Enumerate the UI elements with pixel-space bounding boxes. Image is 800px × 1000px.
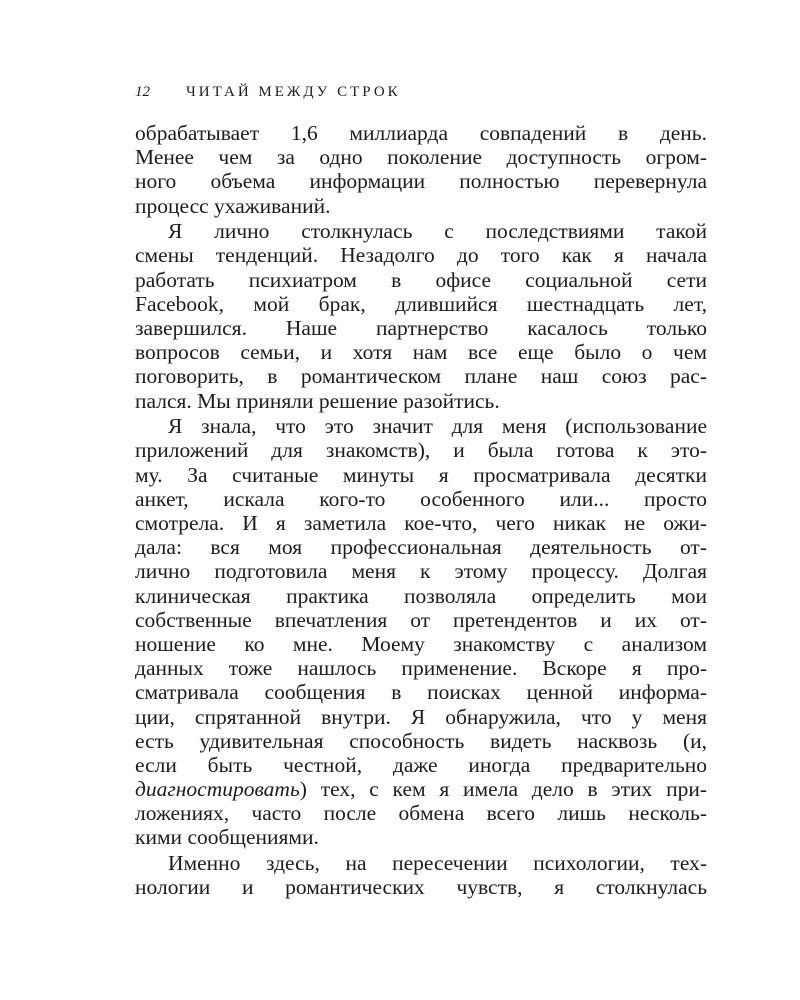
text-line: кими сообщениями. bbox=[135, 825, 319, 850]
text-line: обрабатывает 1,6 миллиарда совпадений в день. bbox=[135, 121, 707, 145]
text-line: ного объема информации полностью перевернула bbox=[135, 169, 707, 194]
text-line: лично подготовила меня к этому процессу. Долгая bbox=[135, 559, 707, 584]
text-line: му. За считаные минуты я просматривала десятки bbox=[135, 462, 707, 487]
page-number: 12 bbox=[135, 84, 150, 100]
text-line: анкет, искала кого-то особенного или... просто bbox=[135, 486, 707, 511]
text-line: если быть честной, даже иногда предварительно bbox=[135, 752, 707, 777]
text-line: Именно здесь, на пересечении психологии, тех- bbox=[168, 851, 707, 876]
text-line: собственные впечатления от претендентов и их от- bbox=[135, 607, 707, 632]
text-line: Менее чем за одно поколение доступность огром- bbox=[135, 145, 707, 170]
text-line: Я лично столкнулась с последствиями такой bbox=[168, 219, 707, 244]
text-line: приложений для знакомств), и была готова к это- bbox=[135, 438, 707, 463]
running-header bbox=[135, 84, 401, 101]
text-line: работать психиатром в офисе социальной сети bbox=[135, 267, 707, 292]
text-line: ции, спрятанной внутри. Я обнаружила, что у меня bbox=[135, 704, 707, 729]
italic-emphasis: диагностировать bbox=[135, 777, 300, 802]
text-line: смены тенденций. Незадолго до того как я начала bbox=[135, 243, 707, 268]
text-line: нологии и романтических чувств, я столкнулась bbox=[135, 875, 707, 900]
text-line: ношение ко мне. Моему знакомству с анализом bbox=[135, 631, 707, 656]
running-title: ЧИТАЙ МЕЖДУ СТРОК bbox=[186, 84, 401, 100]
text-line: Facebook, мой брак, длившийся шестнадцать лет, bbox=[135, 291, 707, 316]
text-line: поговорить, в романтическом плане наш союз рас- bbox=[135, 364, 707, 389]
text-line: завершился. Наше партнерство касалось только bbox=[135, 316, 707, 340]
text-line: процесс ухаживаний. bbox=[135, 193, 331, 218]
text-line-rest: тех, с кем я имела дело в этих при- bbox=[320, 777, 707, 802]
text-line: сматривала сообщения в поисках ценной информа- bbox=[135, 680, 707, 705]
text-line-with-italic: диагностировать) тех, с кем я имела дело в этих при- bbox=[135, 777, 707, 802]
text-line: смотрела. И я заметила кое-что, чего никак не ожи- bbox=[135, 511, 707, 535]
text-line: есть удивительная способность видеть насквозь (и, bbox=[135, 728, 707, 753]
text-line: вопросов семьи, и хотя нам все еще было о чем bbox=[135, 340, 707, 365]
text-line: пался. Мы приняли решение разойтись. bbox=[135, 388, 500, 413]
text-line: Я знала, что это значит для меня (использование bbox=[168, 414, 707, 439]
text-line: ложениях, часто после обмена всего лишь несколь- bbox=[135, 801, 707, 826]
text-line: данных тоже нашлось применение. Вскоре я про- bbox=[135, 656, 707, 681]
body-text bbox=[135, 121, 707, 900]
text-line: клиническая практика позволяла определить мои bbox=[135, 583, 707, 608]
text-line: дала: вся моя профессиональная деятельность от- bbox=[135, 535, 707, 560]
